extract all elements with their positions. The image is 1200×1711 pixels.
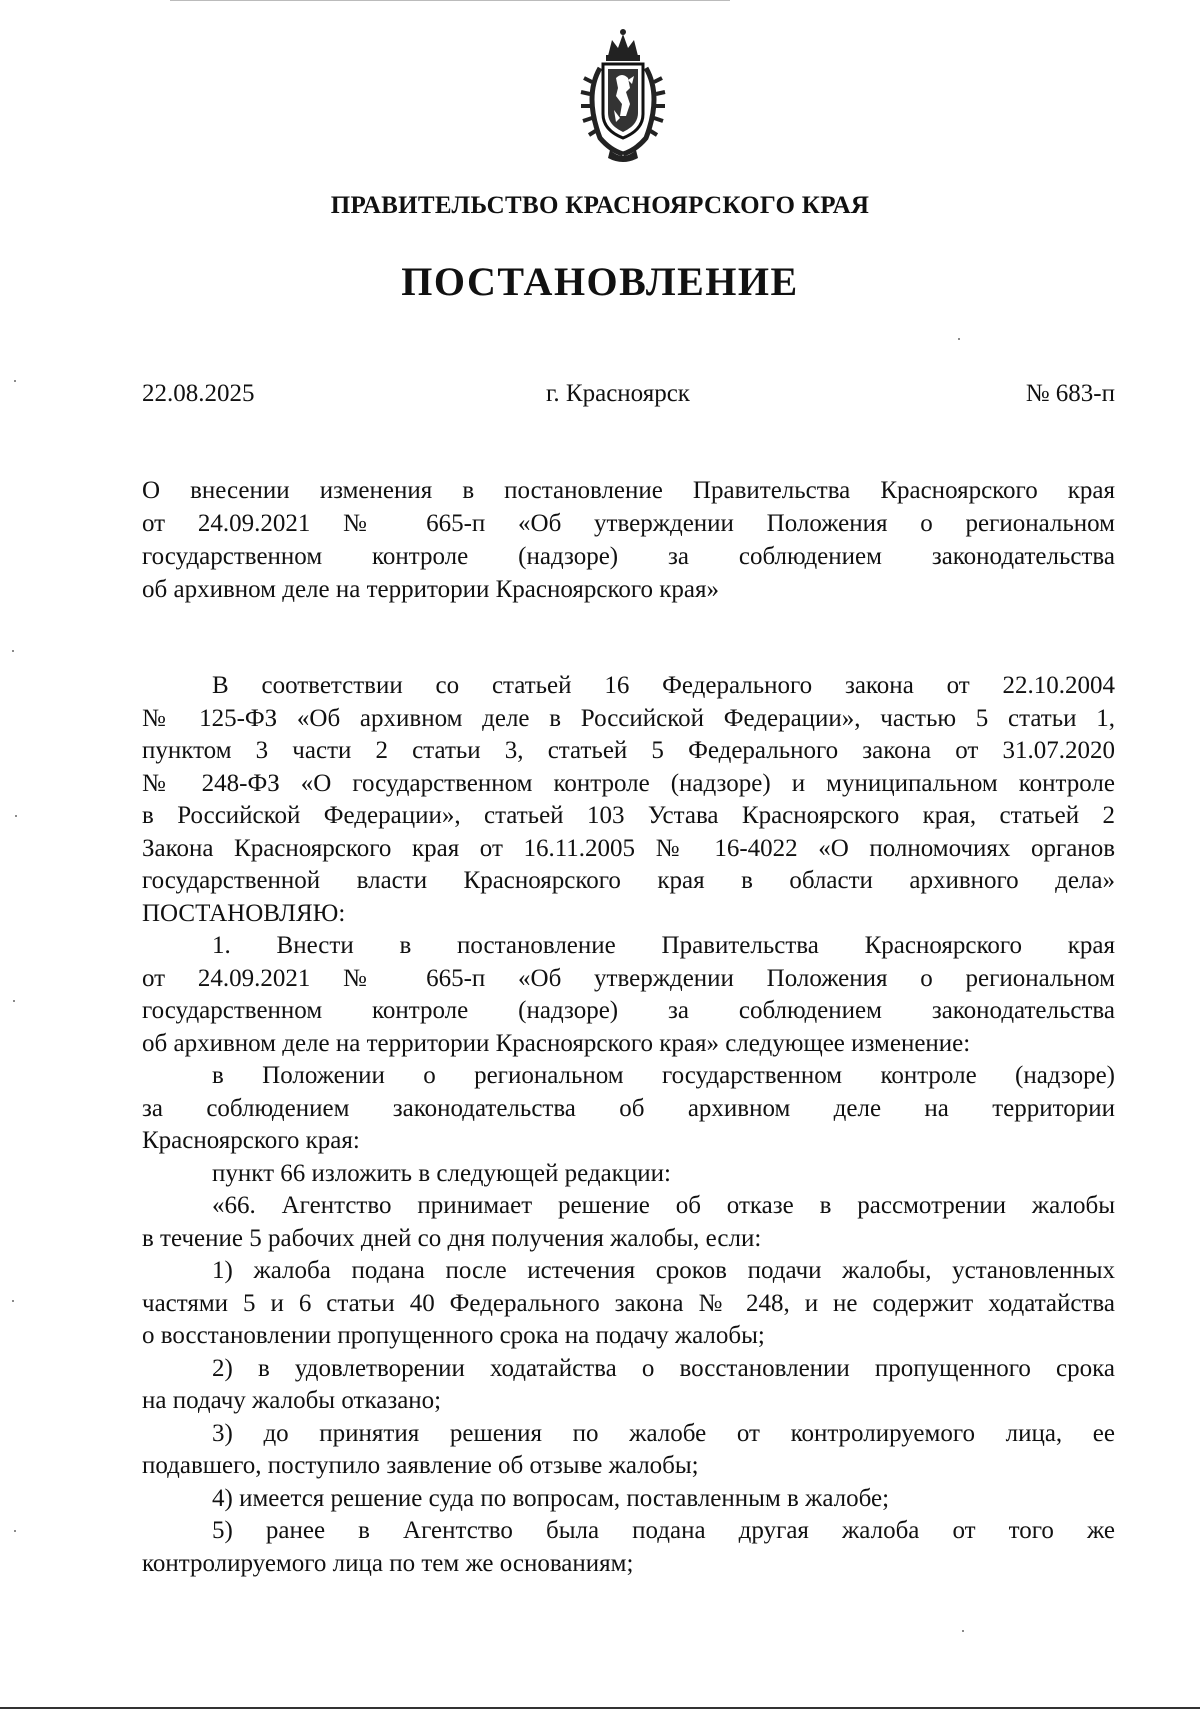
body-line: в Российской Федерации», статьей 103 Устава Красноярского края, статьей 2 bbox=[142, 802, 1115, 829]
scan-speck bbox=[13, 1000, 15, 1002]
body-line: 1. Внести в постановление Правительства Красноярского края bbox=[212, 932, 1115, 959]
body-line: о восстановлении пропущенного срока на подачу жалобы; bbox=[142, 1322, 765, 1349]
body-line: в течение 5 рабочих дней со дня получения жалобы, если: bbox=[142, 1224, 762, 1252]
subject-line: об архивном деле на территории Красноярского края» bbox=[142, 576, 719, 603]
krasnoyarsk-coat-of-arms-icon bbox=[570, 26, 676, 166]
scan-top-edge bbox=[170, 0, 730, 1]
body-line: 1) жалоба подана после истечения сроков подачи жалобы, установленных bbox=[212, 1257, 1115, 1284]
document-number: № 683-п bbox=[1025, 380, 1115, 407]
body-line: государственной власти Красноярского края в области архивного дела» bbox=[142, 867, 1115, 894]
body-line: 3) до принятия решения по жалобе от контролируемого лица, ее bbox=[212, 1419, 1115, 1447]
government-title: ПРАВИТЕЛЬСТВО КРАСНОЯРСКОГО КРАЯ bbox=[330, 192, 870, 219]
scan-speck bbox=[12, 650, 14, 652]
body-line: № 125-ФЗ «Об архивном деле в Российской Федерации», частью 5 статьи 1, bbox=[142, 704, 1115, 732]
body-line: № 248-ФЗ «О государственном контроле (надзоре) и муниципальном контроле bbox=[142, 769, 1115, 797]
body-line: в Положении о региональном государственном контроле (надзоре) bbox=[212, 1062, 1115, 1089]
subject-line: О внесении изменения в постановление Правительства Красноярского края bbox=[142, 477, 1115, 504]
body-line: за соблюдением законодательства об архивном деле на территории bbox=[142, 1094, 1115, 1122]
body-line: частями 5 и 6 статьи 40 Федерального закона № 248, и не содержит ходатайства bbox=[142, 1289, 1115, 1317]
document-city: г. Красноярск bbox=[546, 380, 690, 407]
body-line: от 24.09.2021 № 665-п «Об утверждении Положения о региональном bbox=[142, 964, 1115, 992]
body-line: ПОСТАНОВЛЯЮ: bbox=[142, 899, 346, 927]
document-date: 22.08.2025 bbox=[142, 380, 255, 407]
body-line: об архивном деле на территории Красноярского края» следующее изменение: bbox=[142, 1029, 971, 1057]
scan-speck bbox=[958, 338, 960, 340]
scan-speck bbox=[14, 380, 16, 382]
body-line: 2) в удовлетворении ходатайства о восстановлении пропущенного срока bbox=[212, 1354, 1115, 1382]
body-line: на подачу жалобы отказано; bbox=[142, 1387, 442, 1414]
body-line: Закона Красноярского края от 16.11.2005 № 16-4022 «О полномочиях органов bbox=[142, 834, 1115, 862]
subject-line: от 24.09.2021 № 665-п «Об утверждении Положения о региональном bbox=[142, 510, 1115, 537]
scan-speck bbox=[14, 1530, 16, 1532]
scan-speck bbox=[15, 815, 17, 817]
document-body bbox=[142, 670, 1115, 1580]
body-line: контролируемого лица по тем же основаниям; bbox=[142, 1549, 634, 1577]
scan-speck bbox=[12, 1300, 14, 1302]
body-line: подавшего, поступило заявление об отзыве жалобы; bbox=[142, 1452, 699, 1479]
body-line: «66. Агентство принимает решение об отказе в рассмотрении жалобы bbox=[212, 1192, 1115, 1219]
body-line: В соответствии со статьей 16 Федерального закона от 22.10.2004 bbox=[212, 672, 1115, 699]
body-line: пункт 66 изложить в следующей редакции: bbox=[212, 1159, 671, 1187]
scan-speck bbox=[962, 1630, 964, 1632]
body-line: Красноярского края: bbox=[142, 1127, 360, 1154]
subject-line: государственном контроле (надзоре) за соблюдением законодательства bbox=[142, 543, 1115, 570]
body-line: пунктом 3 части 2 статьи 3, статьей 5 Федерального закона от 31.07.2020 bbox=[142, 737, 1115, 764]
document-type-title: ПОСТАНОВЛЕНИЕ bbox=[401, 259, 799, 304]
document-subject bbox=[142, 474, 1115, 606]
body-line: 5) ранее в Агентство была подана другая жалоба от того же bbox=[212, 1517, 1115, 1544]
body-line: 4) имеется решение суда по вопросам, поставленным в жалобе; bbox=[212, 1484, 890, 1512]
scan-bottom-edge bbox=[0, 1707, 1200, 1709]
body-line: государственном контроле (надзоре) за соблюдением законодательства bbox=[142, 997, 1115, 1024]
